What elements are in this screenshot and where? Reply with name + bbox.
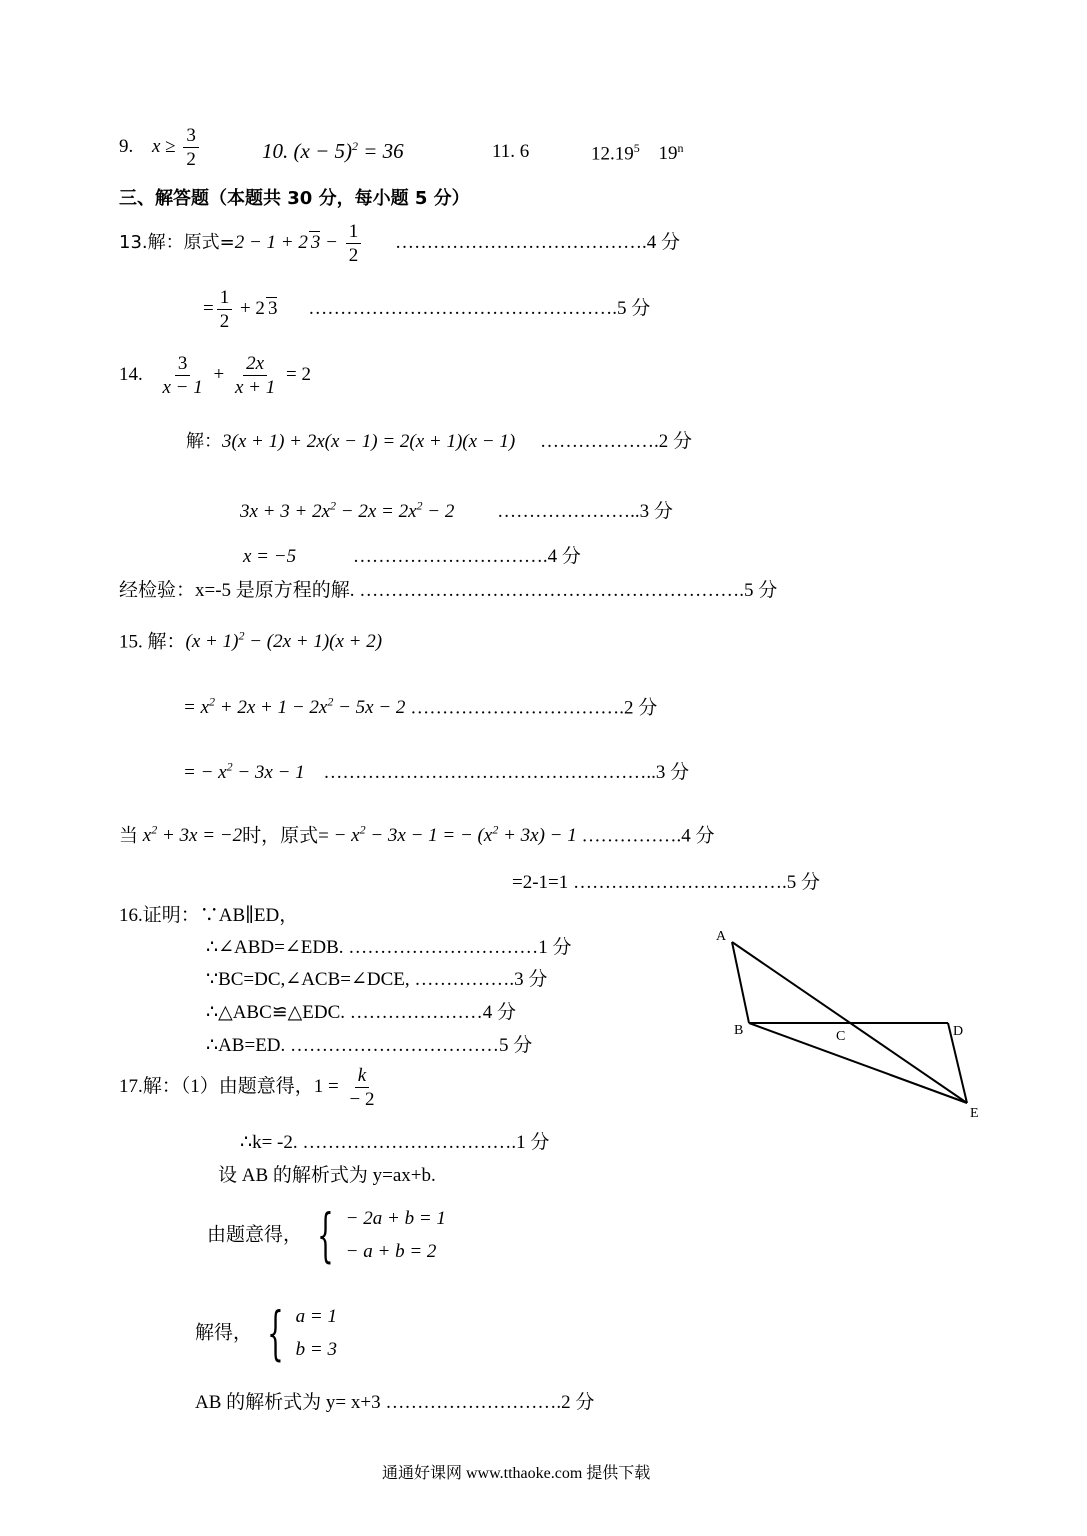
answer-11: 11. 6: [492, 141, 530, 162]
q14-equation: 14. $\frac{3}{x - 1}$ + $\frac{2x}{x + 1}$ = 2: [119, 353, 311, 398]
q17-setup: 设 AB 的解析式为 y=ax+b.: [218, 1165, 436, 1186]
fraction: $\frac{3}{2}$: [183, 126, 199, 169]
q16-line3: ∵BC=DC,∠ACB=∠DCE, …………….3 分: [206, 969, 548, 990]
q17-solution: 解得， { a = 1 b = 3: [195, 1299, 337, 1367]
q15-step3: 当 $x^2 + 3x = -2$时，原式= − $x^2 - 3x - 1$ = − $(x^2 + 3x) - 1$ …………….4 分: [119, 823, 715, 847]
label-d: D: [953, 1024, 964, 1039]
label-a: A: [716, 929, 727, 944]
answer-10: 10. $(x - 5)^2 = 36$: [262, 139, 404, 163]
fraction: $\frac{1}{2}$: [346, 222, 362, 265]
footer: 通通好课网 www.tthaoke.com 提供下载: [382, 1465, 651, 1482]
label-e: E: [970, 1106, 979, 1121]
q17-line1: 17.解：（1）由题意得，1 = $\frac{k}{- 2}$: [119, 1066, 380, 1109]
q14-check: 经检验：x=-5 是原方程的解. …………………………………………………….5 分: [119, 580, 778, 601]
q14-step3: x = −5 ………………………….4 分: [243, 546, 581, 567]
answer-9: 9. x ≥ $\frac{3}{2}$: [119, 126, 202, 169]
q13-line1: 13.解：原式=2 − 1 + 2 3 − $\frac{1}{2}$ ………………………………….4 分: [119, 221, 680, 266]
q17-system: 由题意得， { − 2a + b = 1 − a + b = 2: [207, 1201, 446, 1269]
label-b: B: [734, 1023, 744, 1038]
answer-12: 12.19$^5$ 19$^n$: [591, 141, 684, 165]
q14-step2: $3x + 3 + 2x^2 - 2x = 2x^2 - 2$ …………………..3 分: [240, 499, 673, 523]
q16-line2: ∴∠ABD=∠EDB. …………………………1 分: [206, 937, 572, 958]
q16-line1: 16.证明：∵AB∥ED，: [119, 905, 299, 926]
q16-line5: ∴AB=ED. ……………………………5 分: [206, 1035, 533, 1056]
fraction: $\frac{2x}{x + 1}$: [234, 353, 276, 398]
q17-k: ∴k= -2. …………………………….1 分: [240, 1132, 550, 1153]
solution-system: { a = 1 b = 3: [266, 1299, 337, 1367]
fraction: $\frac{k}{- 2}$: [349, 1065, 375, 1110]
equation-system: { − 2a + b = 1 − a + b = 2: [316, 1201, 446, 1269]
label-c: C: [836, 1029, 846, 1044]
q13-line2: = $\frac{1}{2}$ + 2 3 ………………………………………….5 分: [203, 287, 651, 332]
q14-step1: 解：3(x + 1) + 2x(x − 1) = 2(x + 1)(x − 1) ……………….2 分: [186, 431, 692, 452]
fraction: $\frac{1}{2}$: [217, 288, 233, 331]
q15-step4: =2-1=1 …………………………….5 分: [512, 872, 821, 893]
q17-result: AB 的解析式为 y= x+3 ……………………….2 分: [195, 1392, 595, 1413]
geometry-figure: [705, 920, 1005, 1130]
q15-step1: = $x^2 + 2x + 1 - 2x^2 - 5x - 2$ …………………………….2 分: [183, 695, 658, 719]
q15-expression: 15. 解：$(x + 1)^2 - (2x + 1)(x + 2)$: [119, 629, 383, 653]
q15-step2: = − $x^2 - 3x - 1$ ……………………………………………..3 分: [183, 760, 690, 784]
fraction: $\frac{3}{x - 1}$: [162, 353, 203, 398]
q16-line4: ∴△ABC≌△EDC. …………………4 分: [206, 1002, 517, 1023]
section-title: 三、解答题（本题共 30 分，每小题 5 分）: [119, 188, 470, 209]
